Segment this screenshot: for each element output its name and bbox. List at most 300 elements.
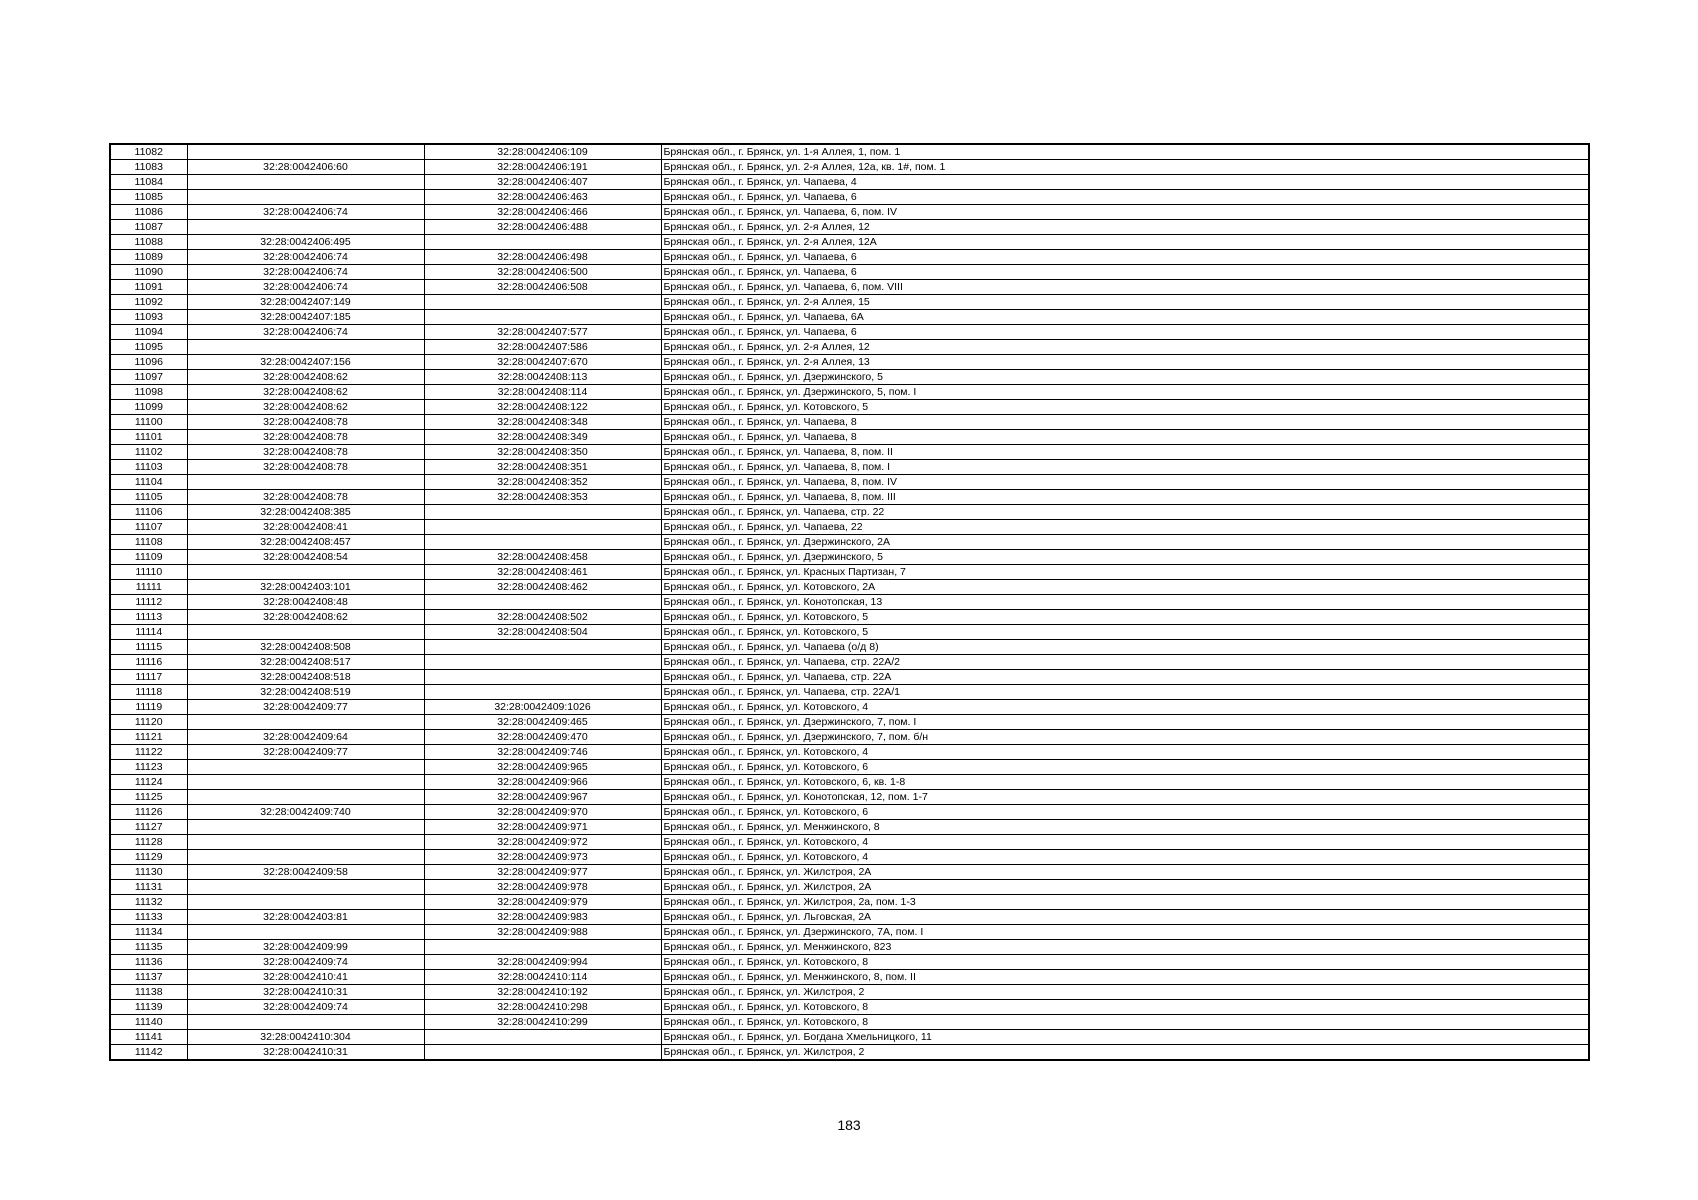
cadastral-number-cell [424,1045,661,1061]
row-number-cell: 11138 [110,985,187,1000]
parent-cadastral-number-cell: 32:28:0042406:74 [187,280,424,295]
address-cell: Брянская обл., г. Брянск, ул. Менжинского, 8 [661,820,1589,835]
address-cell: Брянская обл., г. Брянск, ул. Дзержинского, 5, пом. I [661,385,1589,400]
parent-cadastral-number-cell: 32:28:0042406:74 [187,265,424,280]
cadastral-number-cell: 32:28:0042406:498 [424,250,661,265]
cadastral-number-cell: 32:28:0042408:352 [424,475,661,490]
parent-cadastral-number-cell [187,565,424,580]
address-cell: Брянская обл., г. Брянск, ул. Чапаева, 8, пом. II [661,445,1589,460]
address-cell: Брянская обл., г. Брянск, ул. Котовского, 5 [661,610,1589,625]
row-number-cell: 11101 [110,430,187,445]
address-cell: Брянская обл., г. Брянск, ул. Чапаева, 22 [661,520,1589,535]
table-row [110,205,1589,220]
cadastral-number-cell: 32:28:0042406:500 [424,265,661,280]
row-number-cell: 11128 [110,835,187,850]
parent-cadastral-number-cell: 32:28:0042408:62 [187,370,424,385]
table-row [110,325,1589,340]
parent-cadastral-number-cell: 32:28:0042409:740 [187,805,424,820]
cadastral-number-cell: 32:28:0042409:746 [424,745,661,760]
row-number-cell: 11126 [110,805,187,820]
parent-cadastral-number-cell: 32:28:0042403:101 [187,580,424,595]
table-row [110,310,1589,325]
row-number-cell: 11134 [110,925,187,940]
cadastral-number-cell [424,685,661,700]
table-row [110,595,1589,610]
cadastral-number-cell: 32:28:0042409:966 [424,775,661,790]
row-number-cell: 11095 [110,340,187,355]
cadastral-number-cell [424,655,661,670]
table-row [110,1000,1589,1015]
parent-cadastral-number-cell [187,790,424,805]
cadastral-number-cell: 32:28:0042409:970 [424,805,661,820]
parent-cadastral-number-cell: 32:28:0042408:78 [187,460,424,475]
cadastral-number-cell [424,295,661,310]
cadastral-number-cell: 32:28:0042409:983 [424,910,661,925]
parent-cadastral-number-cell: 32:28:0042407:156 [187,355,424,370]
table-row [110,520,1589,535]
cadastral-number-cell: 32:28:0042409:994 [424,955,661,970]
row-number-cell: 11119 [110,700,187,715]
address-cell: Брянская обл., г. Брянск, ул. Котовского, 6 [661,805,1589,820]
table-row [110,850,1589,865]
table-row [110,400,1589,415]
row-number-cell: 11103 [110,460,187,475]
parent-cadastral-number-cell [187,475,424,490]
address-cell: Брянская обл., г. Брянск, ул. Чапаева, 6 [661,265,1589,280]
parent-cadastral-number-cell: 32:28:0042403:81 [187,910,424,925]
parent-cadastral-number-cell: 32:28:0042408:41 [187,520,424,535]
row-number-cell: 11108 [110,535,187,550]
parent-cadastral-number-cell: 32:28:0042408:78 [187,445,424,460]
table-row [110,685,1589,700]
parent-cadastral-number-cell [187,190,424,205]
parent-cadastral-number-cell: 32:28:0042408:517 [187,655,424,670]
parent-cadastral-number-cell: 32:28:0042408:508 [187,640,424,655]
row-number-cell: 11091 [110,280,187,295]
table-row [110,790,1589,805]
page-number: 183 [837,1117,861,1133]
cadastral-number-cell [424,670,661,685]
table-row [110,625,1589,640]
table-row [110,1030,1589,1045]
parent-cadastral-number-cell: 32:28:0042408:457 [187,535,424,550]
row-number-cell: 11131 [110,880,187,895]
address-cell: Брянская обл., г. Брянск, ул. Котовского, 4 [661,835,1589,850]
parent-cadastral-number-cell: 32:28:0042408:519 [187,685,424,700]
table-row [110,715,1589,730]
table-row [110,910,1589,925]
table-row [110,295,1589,310]
parent-cadastral-number-cell: 32:28:0042409:99 [187,940,424,955]
row-number-cell: 11132 [110,895,187,910]
parent-cadastral-number-cell: 32:28:0042410:41 [187,970,424,985]
address-cell: Брянская обл., г. Брянск, ул. Дзержинского, 7А, пом. I [661,925,1589,940]
address-cell: Брянская обл., г. Брянск, ул. Котовского, 8 [661,1000,1589,1015]
parent-cadastral-number-cell: 32:28:0042409:58 [187,865,424,880]
parent-cadastral-number-cell: 32:28:0042408:54 [187,550,424,565]
table-row [110,1045,1589,1061]
table-row [110,355,1589,370]
cadastral-number-cell: 32:28:0042409:470 [424,730,661,745]
table-row [110,565,1589,580]
table-row [110,385,1589,400]
cadastral-number-cell: 32:28:0042410:114 [424,970,661,985]
parent-cadastral-number-cell [187,760,424,775]
parent-cadastral-number-cell: 32:28:0042407:185 [187,310,424,325]
address-cell: Брянская обл., г. Брянск, ул. Богдана Хмельницкого, 11 [661,1030,1589,1045]
row-number-cell: 11097 [110,370,187,385]
parent-cadastral-number-cell [187,715,424,730]
parent-cadastral-number-cell: 32:28:0042408:48 [187,595,424,610]
cadastral-number-cell: 32:28:0042409:967 [424,790,661,805]
row-number-cell: 11113 [110,610,187,625]
address-cell: Брянская обл., г. Брянск, ул. Котовского, 6, кв. 1-8 [661,775,1589,790]
cadastral-number-cell: 32:28:0042408:458 [424,550,661,565]
address-cell: Брянская обл., г. Брянск, ул. Чапаева, 6А [661,310,1589,325]
row-number-cell: 11102 [110,445,187,460]
parent-cadastral-number-cell: 32:28:0042408:62 [187,610,424,625]
cadastral-number-cell: 32:28:0042407:577 [424,325,661,340]
row-number-cell: 11114 [110,625,187,640]
parent-cadastral-number-cell: 32:28:0042408:62 [187,385,424,400]
cadastral-number-cell: 32:28:0042407:586 [424,340,661,355]
address-cell: Брянская обл., г. Брянск, ул. Котовского, 5 [661,400,1589,415]
row-number-cell: 11127 [110,820,187,835]
cadastral-number-cell: 32:28:0042408:349 [424,430,661,445]
cadastral-number-cell [424,595,661,610]
table-row [110,835,1589,850]
address-cell: Брянская обл., г. Брянск, ул. Менжинского, 823 [661,940,1589,955]
address-cell: Брянская обл., г. Брянск, ул. Чапаева, 6 [661,325,1589,340]
parent-cadastral-number-cell: 32:28:0042408:78 [187,430,424,445]
row-number-cell: 11125 [110,790,187,805]
table-row [110,805,1589,820]
table-row [110,655,1589,670]
row-number-cell: 11118 [110,685,187,700]
address-cell: Брянская обл., г. Брянск, ул. Красных Партизан, 7 [661,565,1589,580]
row-number-cell: 11117 [110,670,187,685]
address-cell: Брянская обл., г. Брянск, ул. Чапаева, стр. 22А [661,670,1589,685]
cadastral-number-cell [424,235,661,250]
table-row [110,895,1589,910]
address-cell: Брянская обл., г. Брянск, ул. Чапаева, стр. 22А/2 [661,655,1589,670]
row-number-cell: 11107 [110,520,187,535]
parent-cadastral-number-cell: 32:28:0042410:31 [187,985,424,1000]
address-cell: Брянская обл., г. Брянск, ул. Жилстроя, 2А [661,880,1589,895]
row-number-cell: 11084 [110,175,187,190]
cadastral-number-cell: 32:28:0042409:988 [424,925,661,940]
row-number-cell: 11124 [110,775,187,790]
address-cell: Брянская обл., г. Брянск, ул. Конотопская, 12, пом. 1-7 [661,790,1589,805]
parent-cadastral-number-cell [187,625,424,640]
table-row [110,820,1589,835]
row-number-cell: 11120 [110,715,187,730]
cadastral-number-cell [424,535,661,550]
row-number-cell: 11136 [110,955,187,970]
row-number-cell: 11115 [110,640,187,655]
parent-cadastral-number-cell: 32:28:0042406:74 [187,325,424,340]
cadastral-number-cell: 32:28:0042408:348 [424,415,661,430]
table-row [110,580,1589,595]
cadastral-number-cell: 32:28:0042406:508 [424,280,661,295]
parent-cadastral-number-cell: 32:28:0042409:64 [187,730,424,745]
table-row [110,160,1589,175]
table-row [110,880,1589,895]
row-number-cell: 11135 [110,940,187,955]
row-number-cell: 11109 [110,550,187,565]
cadastral-number-cell: 32:28:0042406:109 [424,144,661,160]
cadastral-number-cell: 32:28:0042406:463 [424,190,661,205]
property-registry-table [109,143,1590,1061]
parent-cadastral-number-cell: 32:28:0042408:78 [187,490,424,505]
address-cell: Брянская обл., г. Брянск, ул. Чапаева, 8, пом. I [661,460,1589,475]
row-number-cell: 11129 [110,850,187,865]
cadastral-number-cell: 32:28:0042406:488 [424,220,661,235]
parent-cadastral-number-cell [187,775,424,790]
table-row [110,760,1589,775]
cadastral-number-cell: 32:28:0042409:965 [424,760,661,775]
parent-cadastral-number-cell: 32:28:0042408:78 [187,415,424,430]
address-cell: Брянская обл., г. Брянск, ул. Чапаева, 8 [661,415,1589,430]
address-cell: Брянская обл., г. Брянск, ул. Жилстроя, 2а, пом. 1-3 [661,895,1589,910]
address-cell: Брянская обл., г. Брянск, ул. Чапаева, стр. 22А/1 [661,685,1589,700]
address-cell: Брянская обл., г. Брянск, ул. Жилстроя, 2А [661,865,1589,880]
cadastral-number-cell: 32:28:0042408:353 [424,490,661,505]
address-cell: Брянская обл., г. Брянск, ул. Котовского, 6 [661,760,1589,775]
parent-cadastral-number-cell [187,880,424,895]
cadastral-number-cell: 32:28:0042407:670 [424,355,661,370]
parent-cadastral-number-cell [187,820,424,835]
parent-cadastral-number-cell: 32:28:0042408:62 [187,400,424,415]
address-cell: Брянская обл., г. Брянск, ул. 2-я Аллея, 12а, кв. 1#, пом. 1 [661,160,1589,175]
cadastral-number-cell: 32:28:0042409:973 [424,850,661,865]
row-number-cell: 11111 [110,580,187,595]
row-number-cell: 11123 [110,760,187,775]
cadastral-number-cell: 32:28:0042408:462 [424,580,661,595]
cadastral-number-cell [424,940,661,955]
table-row [110,865,1589,880]
row-number-cell: 11089 [110,250,187,265]
address-cell: Брянская обл., г. Брянск, ул. Котовского, 8 [661,955,1589,970]
parent-cadastral-number-cell: 32:28:0042408:385 [187,505,424,520]
address-cell: Брянская обл., г. Брянск, ул. Котовского, 5 [661,625,1589,640]
table-row [110,985,1589,1000]
parent-cadastral-number-cell [187,895,424,910]
address-cell: Брянская обл., г. Брянск, ул. 2-я Аллея, 13 [661,355,1589,370]
row-number-cell: 11139 [110,1000,187,1015]
row-number-cell: 11142 [110,1045,187,1061]
cadastral-number-cell: 32:28:0042409:972 [424,835,661,850]
address-cell: Брянская обл., г. Брянск, ул. Жилстроя, 2 [661,1045,1589,1061]
cadastral-number-cell: 32:28:0042408:504 [424,625,661,640]
address-cell: Брянская обл., г. Брянск, ул. Менжинского, 8, пом. II [661,970,1589,985]
table-row [110,235,1589,250]
parent-cadastral-number-cell: 32:28:0042406:60 [187,160,424,175]
cadastral-number-cell: 32:28:0042409:977 [424,865,661,880]
address-cell: Брянская обл., г. Брянск, ул. 2-я Аллея, 15 [661,295,1589,310]
table-row [110,415,1589,430]
row-number-cell: 11140 [110,1015,187,1030]
row-number-cell: 11094 [110,325,187,340]
table-row [110,955,1589,970]
cadastral-number-cell: 32:28:0042409:971 [424,820,661,835]
table-row [110,730,1589,745]
row-number-cell: 11112 [110,595,187,610]
address-cell: Брянская обл., г. Брянск, ул. Котовского, 8 [661,1015,1589,1030]
address-cell: Брянская обл., г. Брянск, ул. Чапаева, 8 [661,430,1589,445]
table-row [110,460,1589,475]
parent-cadastral-number-cell: 32:28:0042408:518 [187,670,424,685]
cadastral-number-cell: 32:28:0042409:465 [424,715,661,730]
table-row [110,505,1589,520]
table-row [110,475,1589,490]
parent-cadastral-number-cell [187,850,424,865]
table-row [110,775,1589,790]
parent-cadastral-number-cell: 32:28:0042409:77 [187,700,424,715]
address-cell: Брянская обл., г. Брянск, ул. Чапаева, 8, пом. III [661,490,1589,505]
table-row [110,745,1589,760]
row-number-cell: 11116 [110,655,187,670]
address-cell: Брянская обл., г. Брянск, ул. Дзержинского, 5 [661,550,1589,565]
parent-cadastral-number-cell: 32:28:0042410:304 [187,1030,424,1045]
table-row [110,535,1589,550]
parent-cadastral-number-cell [187,835,424,850]
row-number-cell: 11096 [110,355,187,370]
row-number-cell: 11087 [110,220,187,235]
address-cell: Брянская обл., г. Брянск, ул. Чапаева, 4 [661,175,1589,190]
parent-cadastral-number-cell: 32:28:0042409:74 [187,955,424,970]
parent-cadastral-number-cell: 32:28:0042406:74 [187,250,424,265]
table-row [110,970,1589,985]
table-row [110,445,1589,460]
address-cell: Брянская обл., г. Брянск, ул. Котовского, 4 [661,850,1589,865]
table-row [110,265,1589,280]
row-number-cell: 11085 [110,190,187,205]
cadastral-number-cell [424,520,661,535]
parent-cadastral-number-cell: 32:28:0042409:77 [187,745,424,760]
cadastral-number-cell: 32:28:0042406:466 [424,205,661,220]
parent-cadastral-number-cell [187,144,424,160]
cadastral-number-cell [424,640,661,655]
table-row [110,190,1589,205]
table-row [110,175,1589,190]
row-number-cell: 11088 [110,235,187,250]
parent-cadastral-number-cell [187,925,424,940]
address-cell: Брянская обл., г. Брянск, ул. 2-я Аллея, 12 [661,340,1589,355]
address-cell: Брянская обл., г. Брянск, ул. Чапаева, 6 [661,250,1589,265]
table-row [110,370,1589,385]
cadastral-number-cell: 32:28:0042406:407 [424,175,661,190]
table-row [110,670,1589,685]
address-cell: Брянская обл., г. Брянск, ул. Чапаева, 6, пом. VIII [661,280,1589,295]
cadastral-number-cell: 32:28:0042409:978 [424,880,661,895]
cadastral-number-cell: 32:28:0042410:192 [424,985,661,1000]
cadastral-number-cell: 32:28:0042409:979 [424,895,661,910]
parent-cadastral-number-cell: 32:28:0042409:74 [187,1000,424,1015]
row-number-cell: 11092 [110,295,187,310]
cadastral-number-cell [424,310,661,325]
cadastral-number-cell: 32:28:0042408:114 [424,385,661,400]
row-number-cell: 11082 [110,144,187,160]
table-row [110,640,1589,655]
cadastral-number-cell: 32:28:0042406:191 [424,160,661,175]
table-row [110,220,1589,235]
address-cell: Брянская обл., г. Брянск, ул. Котовского, 4 [661,700,1589,715]
cadastral-number-cell: 32:28:0042408:350 [424,445,661,460]
table-row [110,700,1589,715]
parent-cadastral-number-cell [187,220,424,235]
address-cell: Брянская обл., г. Брянск, ул. Чапаева, 6 [661,190,1589,205]
row-number-cell: 11098 [110,385,187,400]
row-number-cell: 11110 [110,565,187,580]
cadastral-number-cell [424,1030,661,1045]
row-number-cell: 11121 [110,730,187,745]
parent-cadastral-number-cell: 32:28:0042410:31 [187,1045,424,1061]
cadastral-number-cell: 32:28:0042409:1026 [424,700,661,715]
address-cell: Брянская обл., г. Брянск, ул. 2-я Аллея, 12 [661,220,1589,235]
address-cell: Брянская обл., г. Брянск, ул. Чапаева (о/д 8) [661,640,1589,655]
parent-cadastral-number-cell [187,175,424,190]
table-row [110,490,1589,505]
registry-table-body [110,144,1589,1060]
cadastral-number-cell: 32:28:0042408:113 [424,370,661,385]
table-row [110,280,1589,295]
address-cell: Брянская обл., г. Брянск, ул. Чапаева, 8, пом. IV [661,475,1589,490]
address-cell: Брянская обл., г. Брянск, ул. Чапаева, стр. 22 [661,505,1589,520]
parent-cadastral-number-cell: 32:28:0042407:149 [187,295,424,310]
cadastral-number-cell [424,505,661,520]
table-row [110,1015,1589,1030]
cadastral-number-cell: 32:28:0042408:122 [424,400,661,415]
row-number-cell: 11137 [110,970,187,985]
address-cell: Брянская обл., г. Брянск, ул. Котовского, 2А [661,580,1589,595]
address-cell: Брянская обл., г. Брянск, ул. Дзержинского, 2А [661,535,1589,550]
address-cell: Брянская обл., г. Брянск, ул. Жилстроя, 2 [661,985,1589,1000]
address-cell: Брянская обл., г. Брянск, ул. Дзержинского, 7, пом. I [661,715,1589,730]
address-cell: Брянская обл., г. Брянск, ул. Котовского, 4 [661,745,1589,760]
row-number-cell: 11130 [110,865,187,880]
table-row [110,250,1589,265]
parent-cadastral-number-cell [187,1015,424,1030]
row-number-cell: 11100 [110,415,187,430]
address-cell: Брянская обл., г. Брянск, ул. Дзержинского, 5 [661,370,1589,385]
row-number-cell: 11090 [110,265,187,280]
row-number-cell: 11105 [110,490,187,505]
row-number-cell: 11122 [110,745,187,760]
cadastral-number-cell: 32:28:0042410:299 [424,1015,661,1030]
address-cell: Брянская обл., г. Брянск, ул. Дзержинского, 7, пом. б/н [661,730,1589,745]
table-row [110,144,1589,160]
row-number-cell: 11099 [110,400,187,415]
table-row [110,550,1589,565]
row-number-cell: 11106 [110,505,187,520]
parent-cadastral-number-cell [187,340,424,355]
cadastral-number-cell: 32:28:0042410:298 [424,1000,661,1015]
address-cell: Брянская обл., г. Брянск, ул. Конотопская, 13 [661,595,1589,610]
table-row [110,940,1589,955]
address-cell: Брянская обл., г. Брянск, ул. Чапаева, 6, пом. IV [661,205,1589,220]
parent-cadastral-number-cell: 32:28:0042406:495 [187,235,424,250]
address-cell: Брянская обл., г. Брянск, ул. 1-я Аллея, 1, пом. 1 [661,144,1589,160]
cadastral-number-cell: 32:28:0042408:461 [424,565,661,580]
address-cell: Брянская обл., г. Брянск, ул. 2-я Аллея, 12А [661,235,1589,250]
table-row [110,430,1589,445]
parent-cadastral-number-cell: 32:28:0042406:74 [187,205,424,220]
address-cell: Брянская обл., г. Брянск, ул. Льговская, 2А [661,910,1589,925]
row-number-cell: 11083 [110,160,187,175]
table-row [110,610,1589,625]
row-number-cell: 11086 [110,205,187,220]
